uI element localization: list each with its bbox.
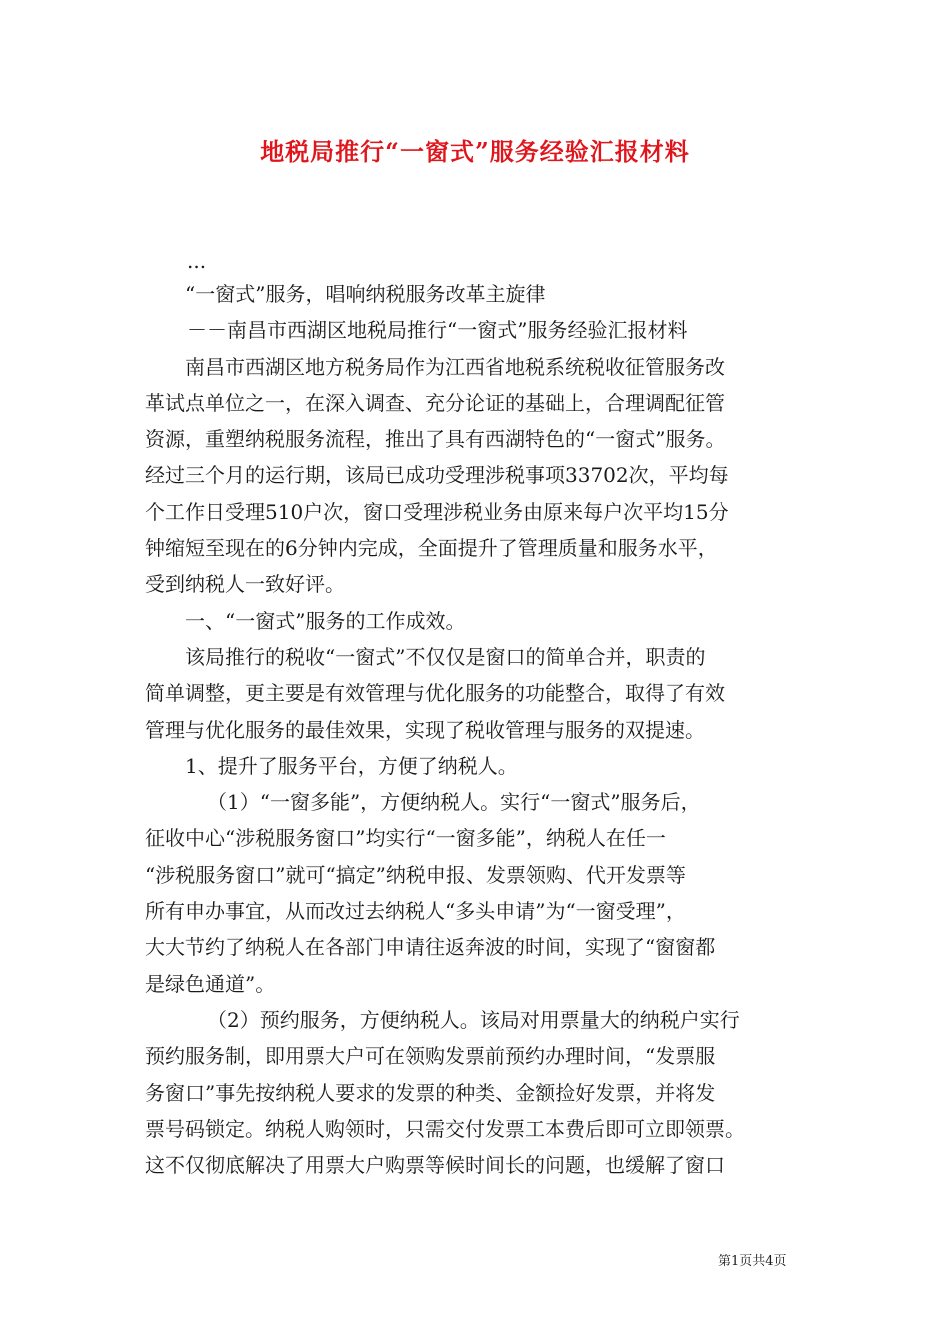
paragraph-line: 该局推行的税收“一窗式”不仅仅是窗口的简单合并，职责的 — [185, 644, 706, 669]
paragraph-line: 资源，重塑纳税服务流程，推出了具有西湖特色的“一窗式”服务。 — [145, 427, 726, 452]
section-heading: 一、“一窗式”服务的工作成效。 — [185, 608, 466, 633]
subtitle-line: “一窗式”服务，唱响纳税服务改革主旋律 — [185, 282, 546, 306]
paragraph-line: 经过三个月的运行期，该局已成功受理涉税事项33702次，平均每 — [145, 463, 729, 488]
paragraph-line: 征收中心“涉税服务窗口”均实行“一窗多能”，纳税人在任一 — [145, 826, 666, 851]
paragraph-line: 个工作日受理510户次，窗口受理涉税业务由原来每户次平均15分 — [145, 499, 729, 524]
paragraph-line: 革试点单位之一，在深入调查、充分论证的基础上，合理调配征管 — [145, 390, 725, 415]
paragraph-line: 务窗口”事先按纳税人要求的发票的种类、金额捡好发票，并将发 — [145, 1080, 716, 1105]
paragraph-line: 南昌市西湖区地方税务局作为江西省地税系统税收征管服务改 — [185, 354, 725, 379]
paragraph-line: 是绿色通道”。 — [145, 971, 276, 996]
paragraph-line: 大大节约了纳税人在各部门申请往返奔波的时间，实现了“窗窗都 — [145, 935, 716, 960]
paragraph-line: 预约服务制，即用票大户可在领购发票前预约办理时间，“发票服 — [145, 1044, 716, 1069]
paragraph-line: “涉税服务窗口”就可“搞定”纳税申报、发票领购、代开发票等 — [145, 862, 686, 887]
document-title: 地税局推行“一窗式”服务经验汇报材料 — [260, 137, 690, 166]
paragraph-line: 钟缩短至现在的6分钟内完成，全面提升了管理质量和服务水平， — [145, 536, 718, 561]
subtitle-source-line: －－南昌市西湖区地税局推行“一窗式”服务经验汇报材料 — [187, 318, 688, 343]
page-number: 第1页共4页 — [718, 1254, 787, 1269]
paragraph-line: 受到纳税人一致好评。 — [145, 572, 345, 597]
ellipsis-line: ... — [187, 249, 207, 273]
paragraph-line: 简单调整，更主要是有效管理与优化服务的功能整合，取得了有效 — [145, 681, 725, 706]
paragraph-line: 这不仅彻底解决了用票大户购票等候时间长的问题，也缓解了窗口 — [145, 1153, 725, 1178]
paragraph-line: （2）预约服务，方便纳税人。该局对用票量大的纳税户实行 — [207, 1007, 740, 1032]
paragraph-line: 管理与优化服务的最佳效果，实现了税收管理与服务的双提速。 — [145, 717, 705, 742]
document-body — [145, 246, 810, 1183]
paragraph-line: （1）“一窗多能”，方便纳税人。实行“一窗式”服务后， — [207, 790, 701, 815]
subsection-heading: 1、提升了服务平台，方便了纳税人。 — [185, 753, 518, 778]
paragraph-line: 票号码锁定。纳税人购领时，只需交付发票工本费后即可立即领票。 — [145, 1116, 745, 1141]
paragraph-line: 所有申办事宜，从而改过去纳税人“多头申请”为“一窗受理”， — [145, 899, 686, 924]
